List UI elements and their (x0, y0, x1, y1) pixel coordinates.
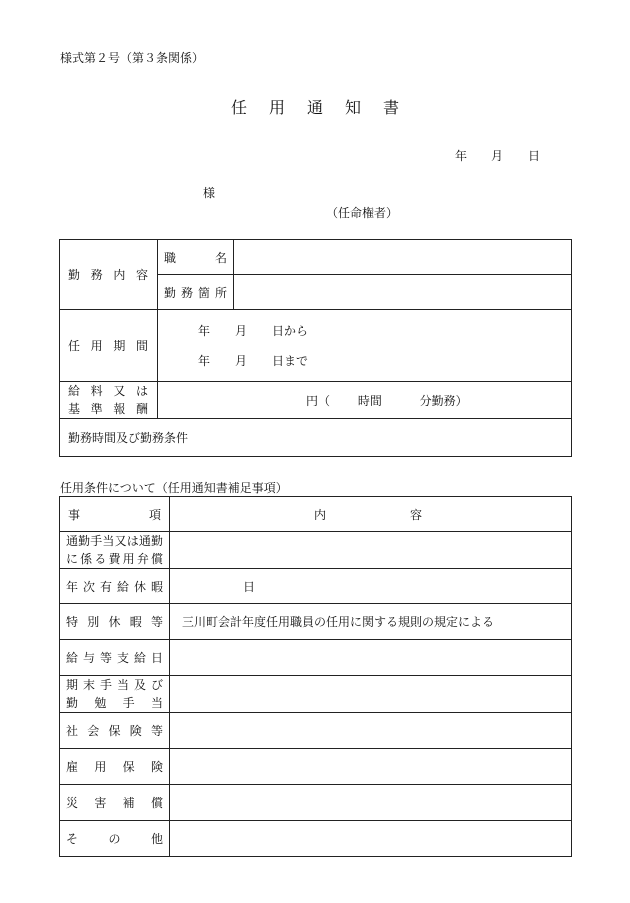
row-other-label-text: その他 (66, 832, 163, 846)
row-employment-insurance-value[interactable] (170, 749, 572, 785)
period-label: 任 用 期 間 (68, 339, 148, 353)
row-other-value[interactable] (170, 821, 572, 857)
row-bonus-label-line2: 勤勉手当 (66, 696, 163, 710)
header-content-cell (170, 497, 572, 532)
row-payday-label (60, 640, 170, 676)
row-annual-leave-label (60, 569, 170, 604)
row-accident-compensation-label (60, 785, 170, 821)
form-number: 様式第２号（第３条関係） (60, 51, 205, 65)
conditions-label: 勤務時間及び勤務条件 (68, 431, 189, 445)
header-item: 事項 (68, 507, 161, 522)
recipient-honorific: 様 (203, 186, 216, 200)
salary-value-cell (158, 382, 572, 419)
salary-label-line2: 基準報酬 (68, 402, 148, 416)
date-month: 月 (491, 149, 504, 163)
period-value-cell (158, 310, 572, 382)
row-commute-label (60, 532, 170, 569)
row-special-leave-value[interactable]: 三川町会計年度任用職員の任用に関する規則の規定による (170, 604, 572, 640)
row-social-insurance-value[interactable] (170, 713, 572, 749)
conditions-table (59, 496, 572, 857)
row-payday-label-text: 給与等支給日 (66, 651, 163, 665)
row-social-insurance-label (60, 713, 170, 749)
row-other-label (60, 821, 170, 857)
header-item-cell (60, 497, 170, 532)
period-end-suffix: 日まで (272, 354, 309, 368)
period-label-cell (60, 310, 158, 382)
period-end (158, 346, 571, 376)
job-title-label: 職名 (164, 250, 227, 265)
row-employment-insurance-label (60, 749, 170, 785)
row-payday-value[interactable] (170, 640, 572, 676)
row-bonus-label-line1: 期末手当及び (66, 678, 163, 692)
salary-yen: 円（ (306, 393, 331, 408)
section-title: 任用条件について（任用通知書補足事項） (60, 481, 288, 495)
row-annual-leave-value[interactable]: 日 (170, 569, 572, 604)
row-social-insurance-label-text: 社会保険等 (66, 724, 163, 738)
date-day: 日 (528, 149, 541, 163)
salary-label-line1: 給料又は (68, 384, 148, 398)
workplace-label: 勤務箇所 (164, 285, 227, 300)
salary-hours: 時間 (357, 393, 382, 408)
date-year: 年 (455, 149, 468, 163)
period-start (158, 316, 571, 346)
workplace-label-cell (158, 275, 234, 310)
document-title: 任用通知書 (230, 98, 421, 117)
period-start-month: 月 (235, 324, 248, 338)
conditions-label-cell (60, 419, 572, 457)
duty-label-cell (60, 240, 158, 310)
job-title-value[interactable] (234, 240, 572, 275)
row-accident-compensation-label-text: 災害補償 (66, 796, 163, 810)
row-employment-insurance-label-text: 雇用保険 (66, 760, 163, 774)
period-start-year: 年 (198, 324, 211, 338)
row-commute-label-line2: に係る費用弁償 (66, 552, 163, 566)
salary-label-cell (60, 382, 158, 419)
row-bonus-label (60, 676, 170, 713)
header-content: 内容 (314, 507, 422, 522)
row-commute-label-line1: 通勤手当又は通勤 (66, 534, 163, 548)
row-bonus-value[interactable] (170, 676, 572, 713)
period-end-month: 月 (235, 354, 248, 368)
appointment-table (59, 239, 572, 457)
row-special-leave-label-text: 特別休暇等 (66, 615, 163, 629)
salary-minutes: 分勤務） (419, 393, 468, 408)
period-start-suffix: 日から (272, 324, 309, 338)
row-annual-leave-label-text: 年次有給休暇 (66, 579, 163, 594)
workplace-value[interactable] (234, 275, 572, 310)
period-end-year: 年 (198, 354, 211, 368)
row-special-leave-label (60, 604, 170, 640)
row-accident-compensation-value[interactable] (170, 785, 572, 821)
row-commute-value[interactable] (170, 532, 572, 569)
job-title-label-cell (158, 240, 234, 275)
duty-label: 勤 務 内 容 (68, 268, 148, 282)
appointing-authority: （任命権者） (326, 206, 399, 220)
